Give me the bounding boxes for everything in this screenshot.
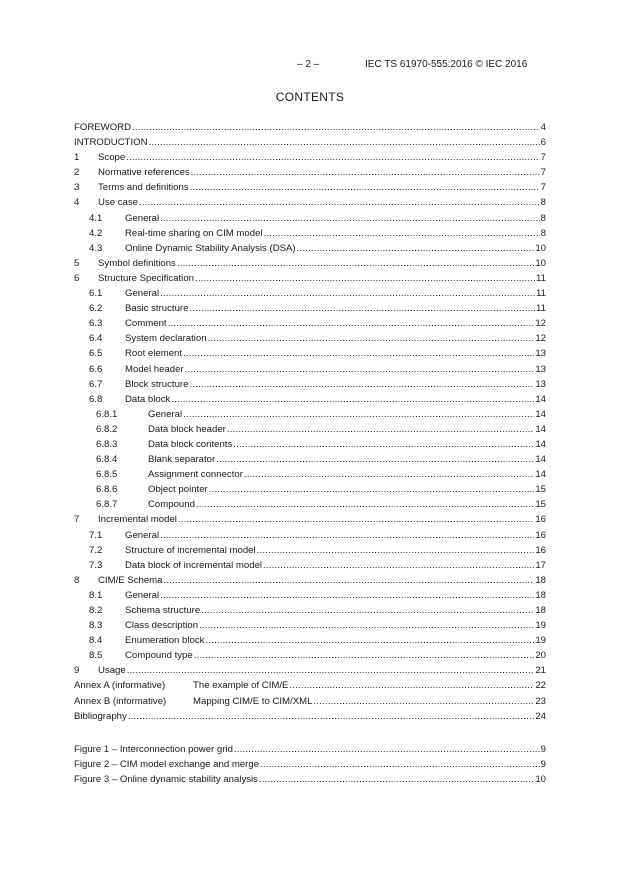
dot-leader [227, 424, 534, 435]
toc-entry[interactable] [74, 454, 546, 469]
toc-entry-number: 3 [74, 182, 80, 194]
toc-entry-number: 2 [74, 167, 80, 179]
standard-reference: IEC TS 61970-555:2016 © IEC 2016 [365, 59, 528, 70]
dot-leader [149, 137, 540, 148]
toc-entry-page: 14 [535, 408, 546, 420]
toc-entry[interactable] [74, 680, 546, 695]
toc-entry-number: 4.1 [89, 212, 103, 224]
toc-entry-label: Class description [125, 620, 199, 632]
toc-entry-page: 23 [535, 695, 546, 707]
toc-entry-label: General [125, 288, 160, 300]
toc-entry-label: CIM/E Schema [98, 574, 163, 586]
toc-entry-page: 16 [535, 544, 546, 556]
toc-entry-label: Assignment connector [148, 469, 243, 481]
toc-entry-page: 6 [540, 137, 546, 149]
dot-leader [259, 774, 534, 785]
toc-entry-number: 6.3 [89, 318, 103, 330]
toc-entry-page: 12 [535, 318, 546, 330]
toc-entry[interactable] [74, 258, 546, 273]
dot-leader [209, 484, 535, 495]
figure-entry-page: 9 [540, 758, 546, 770]
toc-entry-label: System declaration [125, 333, 207, 345]
toc-entry-label: Schema structure [125, 605, 201, 616]
toc-entry[interactable] [74, 348, 546, 363]
toc-entry-label: Data block [125, 393, 171, 405]
toc-entry-number: Annex B (informative) [74, 695, 167, 707]
toc-entry-number: 1 [74, 152, 80, 164]
toc-entry-number: 7.3 [89, 559, 103, 571]
dot-leader [205, 635, 534, 646]
toc-entry-label: Structure Specification [98, 272, 194, 284]
toc-entry-page: 14 [535, 393, 546, 405]
toc-entry[interactable] [74, 650, 546, 665]
toc-entry[interactable] [74, 484, 546, 499]
dot-leader [201, 605, 534, 616]
toc-entry-number: 6.8.7 [96, 499, 118, 511]
toc-entry-number: 6.8.5 [96, 469, 118, 481]
toc-entry[interactable] [74, 620, 546, 635]
toc-entry[interactable] [74, 243, 546, 258]
page-title: CONTENTS [275, 90, 345, 104]
dot-leader [160, 288, 535, 299]
toc-entry-label: Use case [98, 197, 138, 209]
toc-entry-number: 8.3 [89, 620, 103, 632]
dot-leader [216, 454, 534, 465]
toc-entry-label: Comment [125, 318, 167, 330]
toc-entry-page: 8 [540, 227, 546, 239]
dot-leader [297, 243, 535, 254]
toc-entry-number: 6.8.6 [96, 484, 118, 496]
toc-entry-label: Online Dynamic Stability Analysis (DSA) [125, 242, 296, 254]
toc-entry-page: 10 [535, 242, 546, 254]
toc-entry-label: Normative references [98, 167, 190, 179]
dot-leader [199, 620, 534, 631]
toc-entry[interactable] [74, 394, 546, 409]
toc-entry-label: Usage [98, 665, 126, 677]
dot-leader [234, 744, 540, 755]
toc-entry[interactable] [74, 499, 546, 514]
dot-leader [139, 197, 540, 208]
toc-entry-label: Basic structure [125, 303, 189, 315]
toc-entry-number: 8.5 [89, 650, 103, 662]
toc-entry-number: 4 [74, 197, 80, 209]
toc-entry-label: FOREWORD [74, 122, 132, 133]
toc-entry-page: 13 [535, 378, 546, 390]
toc-entry-number: 6.2 [89, 303, 103, 315]
toc-entry-number: 6.7 [89, 378, 103, 390]
toc-entry-number: 6.6 [89, 363, 103, 375]
toc-entry-number: 7 [74, 514, 80, 526]
toc-entry[interactable] [74, 288, 546, 303]
toc-entry-label: Root element [125, 348, 183, 360]
dot-leader [233, 439, 534, 450]
dot-leader [194, 650, 535, 661]
toc-entry-page: 18 [535, 589, 546, 601]
dot-leader [183, 409, 534, 420]
toc-entry-number: 6.5 [89, 348, 103, 360]
toc-entry[interactable] [74, 469, 546, 484]
toc-entry-label: Blank separator [148, 454, 216, 466]
toc-entry-label: Symbol definitions [98, 257, 176, 269]
toc-entry[interactable] [74, 333, 546, 348]
dot-leader [177, 258, 534, 269]
dot-leader [257, 545, 535, 556]
toc-entry-page: 19 [535, 620, 546, 632]
dot-leader [189, 379, 534, 390]
page-header [0, 59, 620, 73]
toc-entry-page: 7 [540, 152, 546, 164]
toc-entry-page: 16 [535, 529, 546, 541]
toc-entry[interactable] [74, 197, 546, 212]
dot-leader [289, 680, 534, 691]
dot-leader [127, 665, 535, 676]
toc-entry-page: 15 [535, 484, 546, 496]
section-spacer [74, 726, 546, 744]
toc-entry-page: 14 [535, 423, 546, 435]
toc-entry-page: 18 [535, 605, 546, 616]
figure-entry-label: Figure 1 – Interconnection power grid [74, 743, 233, 755]
toc-entry-page: 17 [535, 559, 546, 571]
dot-leader [189, 303, 535, 314]
toc-entry-number: 8 [74, 574, 80, 586]
toc-entry-label: General [125, 589, 160, 601]
toc-entry[interactable] [74, 575, 546, 590]
toc-entry-number: 6.4 [89, 333, 103, 345]
toc-entry-number: 4.2 [89, 227, 103, 239]
toc-entry-number: 6.8 [89, 393, 103, 405]
dot-leader [128, 711, 535, 722]
dot-leader [132, 122, 540, 133]
toc-entry[interactable] [74, 213, 546, 228]
dot-leader [171, 394, 534, 405]
toc-entry[interactable] [74, 318, 546, 333]
dot-leader [264, 228, 540, 239]
toc-entry[interactable] [74, 273, 546, 288]
toc-entry-label: Object pointer [148, 484, 208, 496]
toc-entry-number: 8.2 [89, 605, 103, 616]
dot-leader [260, 759, 540, 770]
toc-entry-page: 8 [540, 212, 546, 224]
toc-entry[interactable] [74, 409, 546, 424]
toc-entry-page: 4 [540, 122, 546, 133]
page-number: – 2 – [297, 59, 320, 70]
toc-entry-page: 10 [535, 257, 546, 269]
toc-entry-page: 15 [535, 499, 546, 511]
dot-leader [195, 273, 535, 284]
toc-entry-page: 19 [535, 635, 546, 647]
toc-entry[interactable] [74, 303, 546, 318]
dot-leader [160, 530, 534, 541]
dot-leader [164, 575, 535, 586]
toc-entry-page: 12 [535, 333, 546, 345]
dot-leader [196, 499, 534, 510]
toc-entry-label: Data block header [148, 423, 226, 435]
toc-entry-label: Enumeration block [125, 635, 205, 647]
toc-entry-label: Bibliography [74, 710, 127, 722]
toc-entry[interactable] [74, 530, 546, 545]
toc-entry-page: 13 [535, 363, 546, 375]
toc-entry-number: 5 [74, 257, 80, 269]
toc-entry-number: Annex A (informative) [74, 680, 166, 692]
dot-leader [160, 213, 540, 224]
toc-entry-page: 11 [536, 303, 546, 315]
dot-leader [183, 348, 534, 359]
toc-entry-label: Mapping CIM/E to CIM/XML [193, 695, 313, 707]
toc-entry-number: 6.8.2 [96, 423, 118, 435]
toc-entry-page: 14 [535, 454, 546, 466]
toc-entry-number: 6.8.4 [96, 454, 118, 466]
figure-entry-page: 9 [540, 743, 546, 755]
toc-entry-label: Data block of incremental model [125, 559, 263, 571]
toc-entry[interactable] [74, 545, 546, 560]
toc-entry-number: 6 [74, 272, 80, 284]
toc-entry-page: 7 [540, 167, 546, 179]
toc-entry-label: Model header [125, 363, 184, 375]
toc-entry-number: 8.1 [89, 589, 103, 601]
dot-leader [313, 696, 534, 707]
figure-entry-page: 10 [535, 773, 546, 785]
toc-entry-label: Data block contents [148, 438, 233, 450]
toc-entry-page: 11 [536, 288, 546, 300]
figure-entry-label: Figure 2 – CIM model exchange and merge [74, 758, 260, 770]
table-of-contents [74, 122, 546, 789]
toc-entry-page: 22 [535, 680, 546, 692]
toc-entry-label: Compound [148, 499, 195, 511]
toc-entry[interactable] [74, 665, 546, 680]
toc-entry-label: General [125, 529, 160, 541]
toc-entry-label: Scope [98, 152, 126, 164]
toc-entry-label: The example of CIM/E [193, 680, 289, 692]
toc-entry-number: 6.8.3 [96, 438, 118, 450]
dot-leader [185, 364, 535, 375]
dot-leader [191, 167, 540, 178]
dot-leader [244, 469, 534, 480]
dot-leader [126, 152, 539, 163]
figure-entry-label: Figure 3 – Online dynamic stability analysis [74, 773, 258, 785]
toc-entry-page: 24 [535, 710, 546, 722]
toc-entry[interactable] [74, 514, 546, 529]
toc-entry-label: Terms and definitions [98, 182, 189, 194]
toc-entry-page: 14 [535, 438, 546, 450]
toc-entry[interactable] [74, 167, 546, 182]
toc-entry[interactable] [74, 122, 546, 137]
toc-entry[interactable] [74, 439, 546, 454]
toc-entry-page: 14 [535, 469, 546, 481]
toc-entry-page: 18 [535, 574, 546, 586]
toc-entry-number: 4.3 [89, 242, 103, 254]
toc-entry[interactable] [74, 137, 546, 152]
toc-entry[interactable] [74, 152, 546, 167]
dot-leader [160, 590, 534, 601]
dot-leader [168, 318, 535, 329]
toc-entry-page: 11 [536, 272, 546, 284]
toc-entry[interactable] [74, 605, 546, 620]
toc-entry-label: Block structure [125, 378, 189, 390]
toc-entry[interactable] [74, 635, 546, 650]
toc-entry-page: 21 [535, 665, 546, 677]
toc-entry-number: 7.1 [89, 529, 103, 541]
toc-entry-label: Incremental model [98, 514, 177, 526]
toc-entry-label: Real-time sharing on CIM model [125, 227, 263, 239]
toc-entry[interactable] [74, 590, 546, 605]
toc-entry[interactable] [74, 696, 546, 711]
toc-entry-page: 16 [535, 514, 546, 526]
toc-entry[interactable] [74, 379, 546, 394]
toc-entry-page: 8 [540, 197, 546, 209]
toc-entry-page: 20 [535, 650, 546, 662]
toc-entry[interactable] [74, 424, 546, 439]
toc-entry-page: 13 [535, 348, 546, 360]
toc-entry-label: INTRODUCTION [74, 137, 148, 149]
toc-entry-number: 9 [74, 665, 80, 677]
toc-entry-number: 8.4 [89, 635, 103, 647]
toc-entry[interactable] [74, 711, 546, 726]
dot-leader [178, 514, 534, 525]
toc-entry-label: General [125, 212, 160, 224]
toc-entry-number: 6.1 [89, 288, 103, 300]
toc-entry-page: 7 [540, 182, 546, 194]
toc-entry[interactable] [74, 182, 546, 197]
toc-entry-label: Structure of incremental model [125, 544, 256, 556]
toc-entry[interactable] [74, 560, 546, 575]
figure-entry[interactable] [74, 774, 546, 789]
toc-entry-number: 7.2 [89, 544, 103, 556]
figure-entry[interactable] [74, 759, 546, 774]
dot-leader [190, 182, 540, 193]
toc-entry[interactable] [74, 228, 546, 243]
toc-entry-number: 6.8.1 [96, 408, 118, 420]
toc-entry[interactable] [74, 364, 546, 379]
dot-leader [208, 333, 535, 344]
toc-entry-label: General [148, 408, 183, 420]
toc-entry-label: Compound type [125, 650, 193, 662]
dot-leader [263, 560, 534, 571]
figure-entry[interactable] [74, 744, 546, 759]
